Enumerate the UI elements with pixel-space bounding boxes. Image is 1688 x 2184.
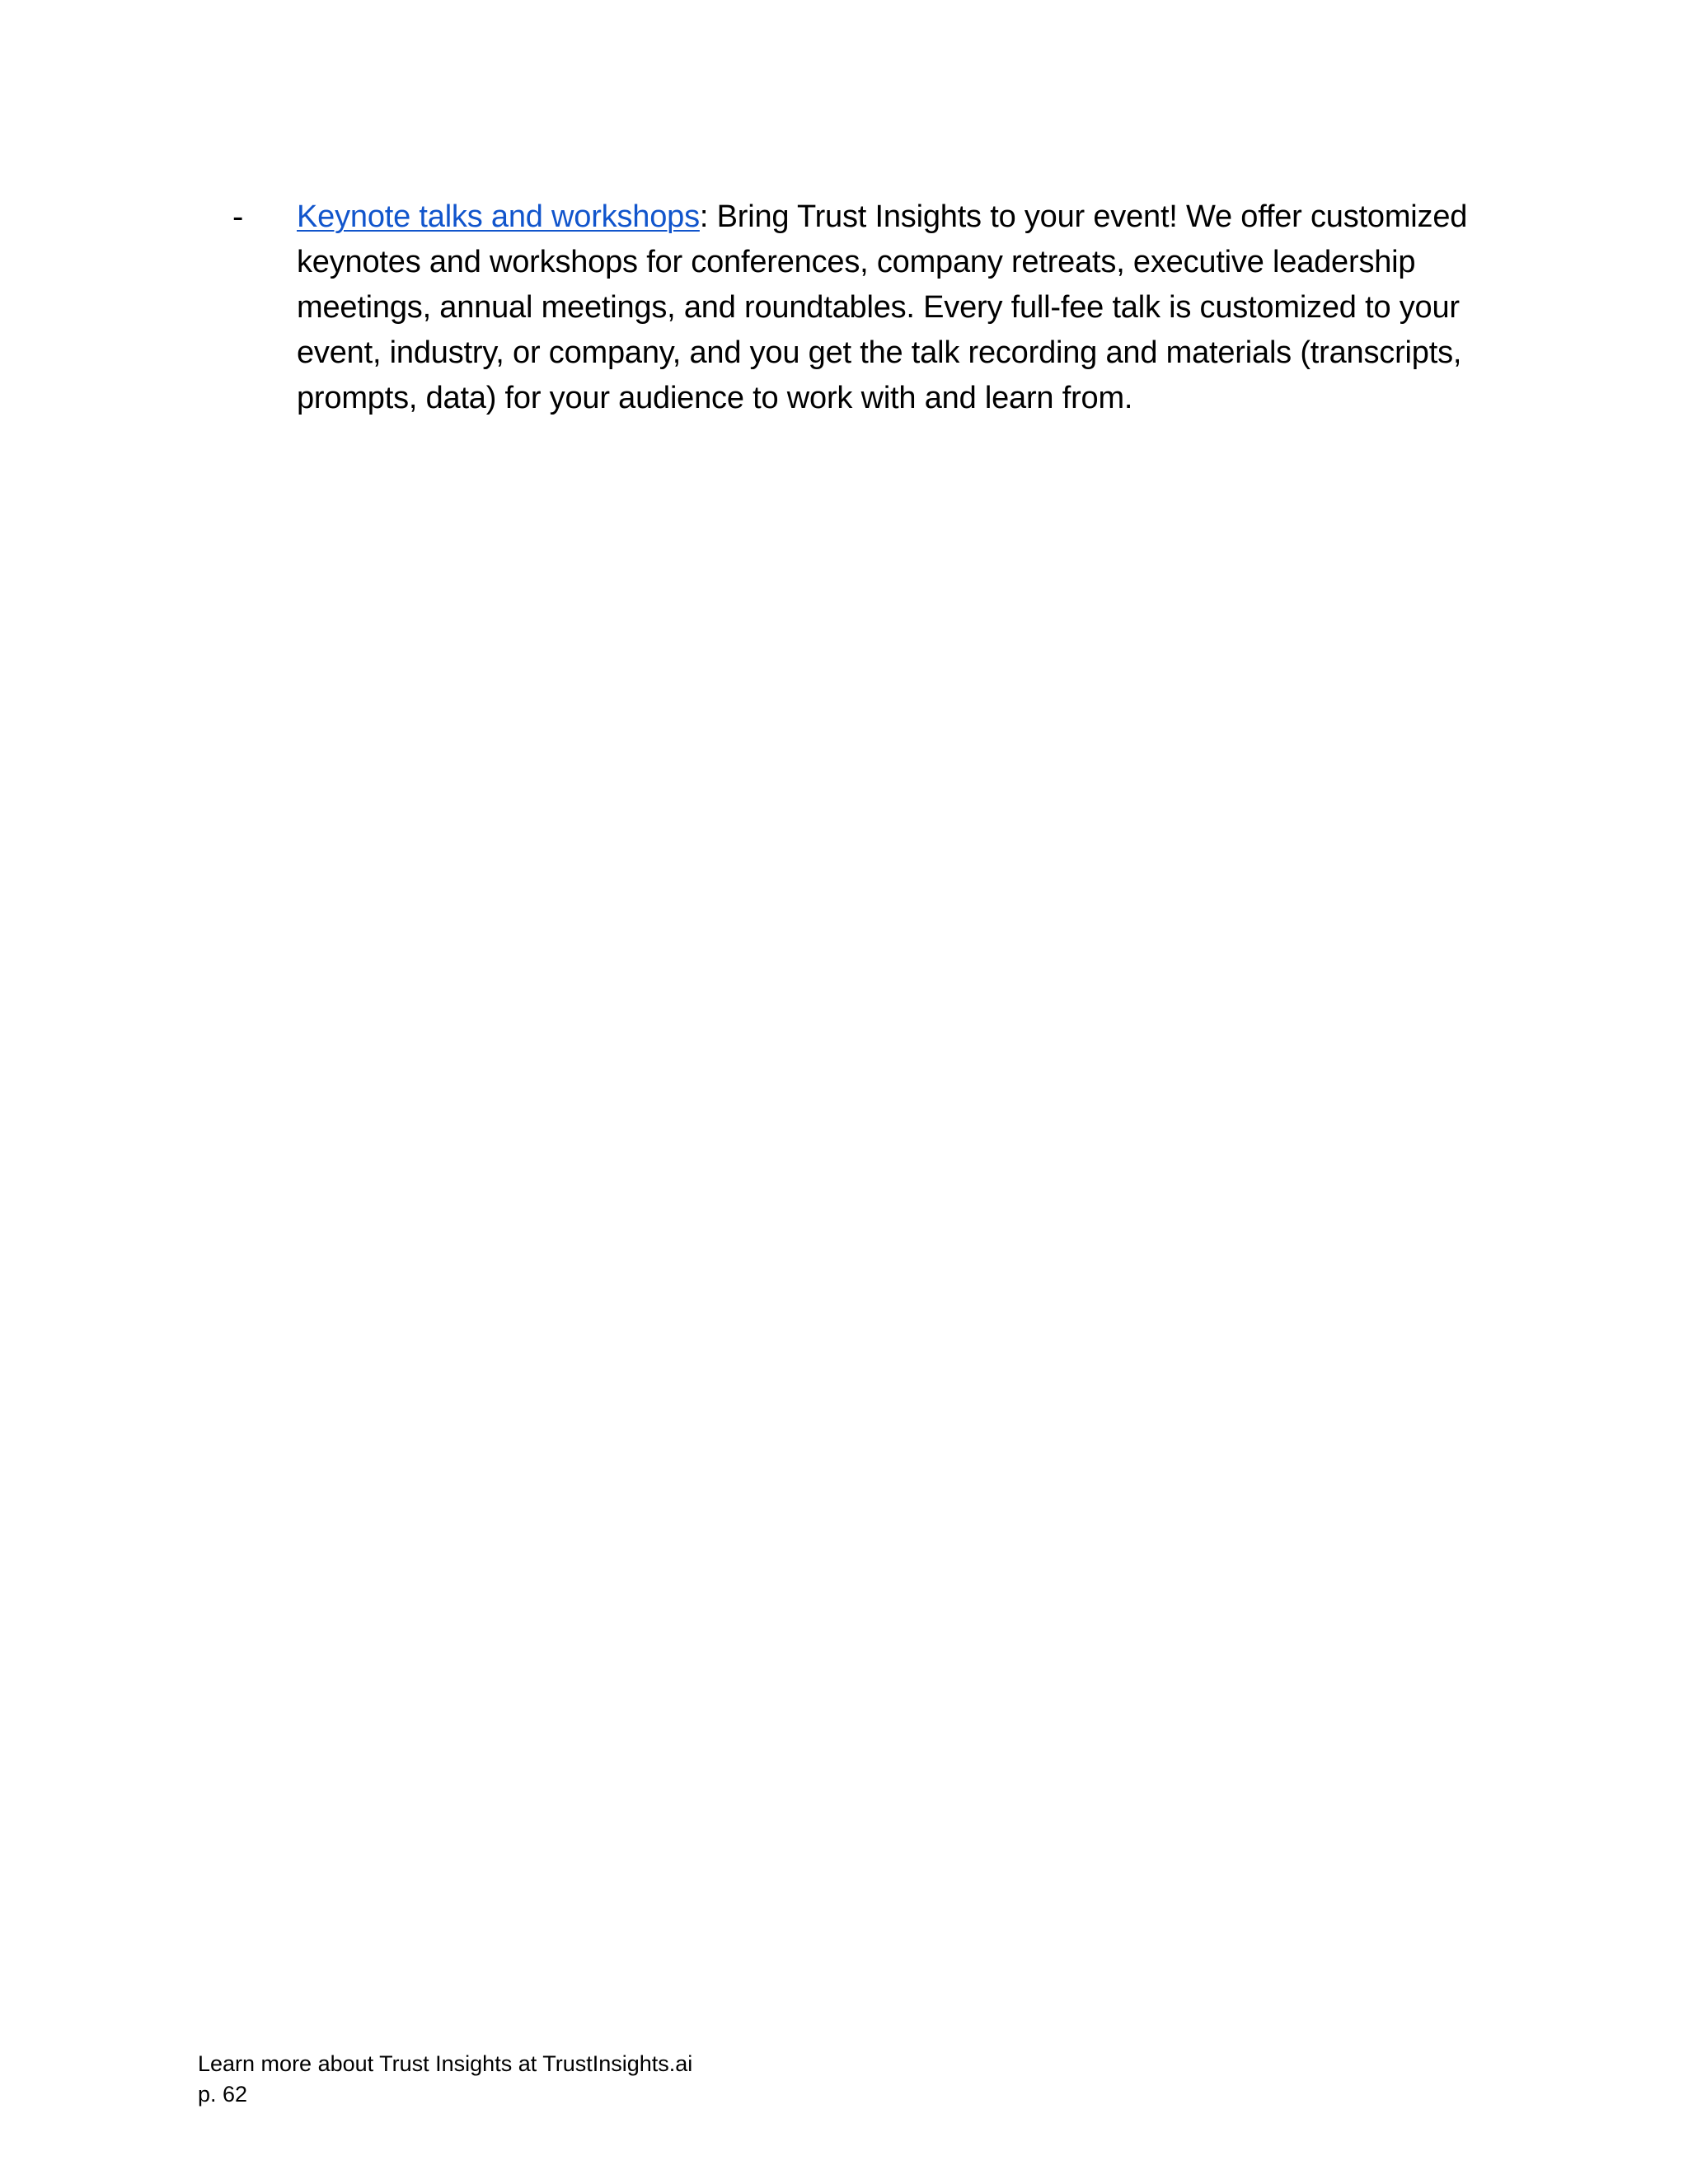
page-footer — [198, 2049, 692, 2110]
list-item-text — [297, 194, 1518, 421]
keynote-talks-link[interactable]: Keynote talks and workshops — [297, 199, 700, 234]
footer-text: Learn more about Trust Insights at TrustInsights.ai — [198, 2051, 693, 2076]
page-number: p. 62 — [198, 2082, 248, 2107]
list-item-description: : Bring Trust Insights to your event! We offer customized keynotes and workshops for conferences, company retreats, executive leadership meetings, annual meetings, and roundtables. Every full-fee talk is customized to your event, industry, or company, and you get the talk recording and materials (transcripts, prompts, data) for your audience to work with and learn from. — [297, 199, 1468, 415]
bullet-dash-marker: - — [232, 199, 244, 235]
